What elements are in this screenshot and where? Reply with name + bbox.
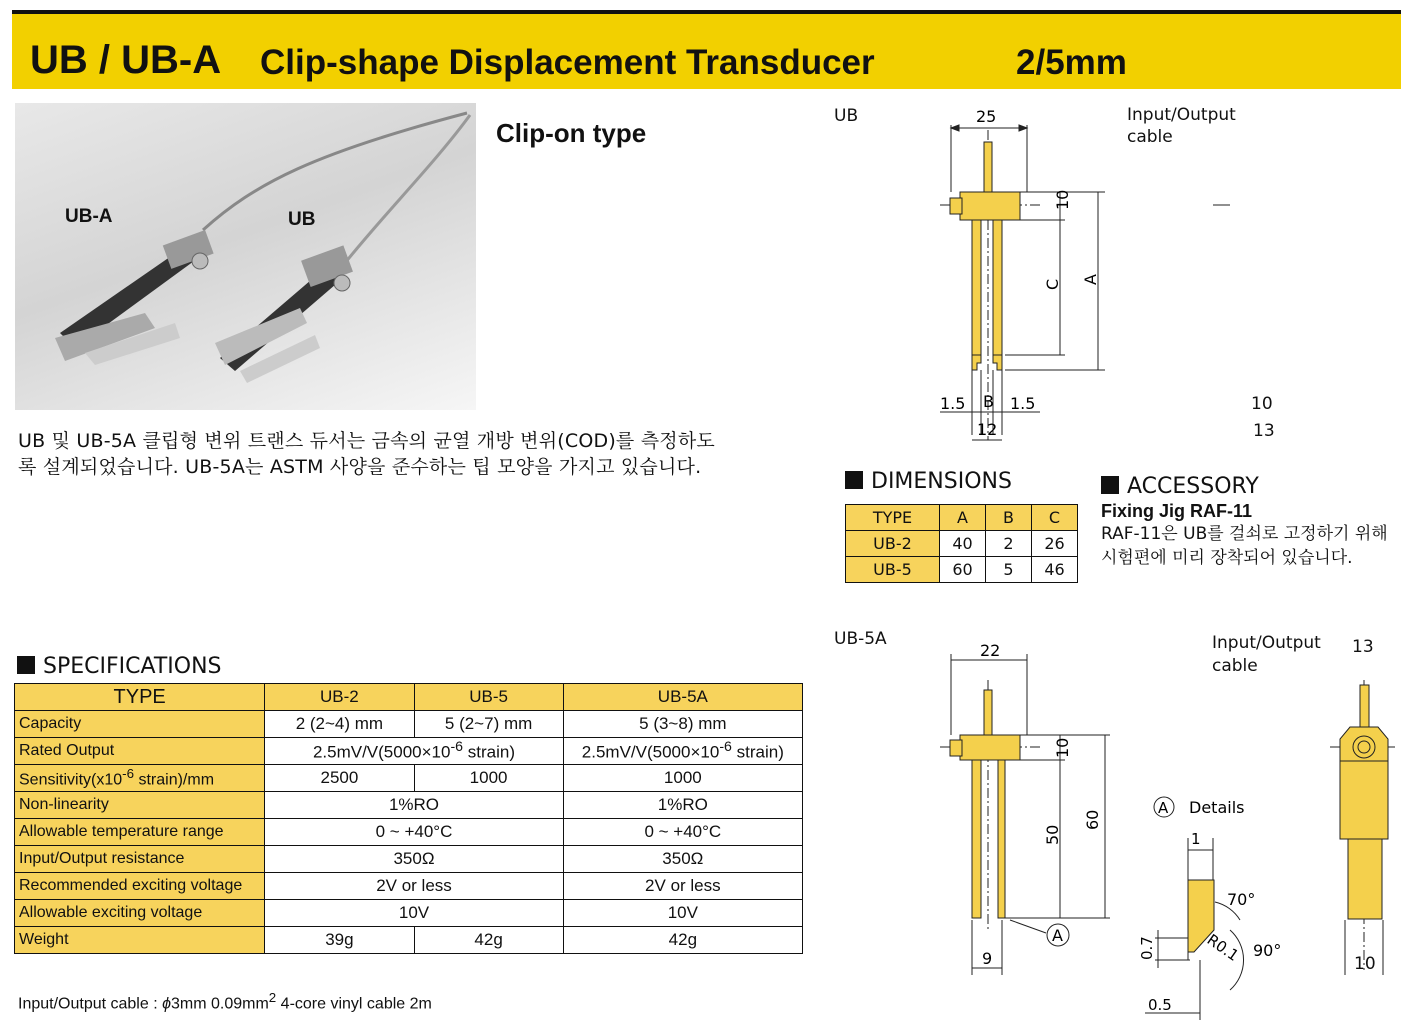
table-cell: 5 (3~8) mm bbox=[563, 711, 802, 738]
title-banner bbox=[12, 10, 1401, 89]
table-cell: 10V bbox=[563, 900, 802, 927]
photo-label-ub-a: UB-A bbox=[65, 206, 113, 227]
row-label: Input/Output resistance bbox=[15, 846, 265, 873]
description: UB 및 UB-5A 클립형 변위 트랜스 듀서는 금속의 균열 개방 변위(COD)를 측정하도록 설계되었습니다. UB-5A는 ASTM 사양을 준수하는 팁 모양을 가지고 있습니다. bbox=[18, 430, 715, 478]
dim-ub-25: 25 bbox=[976, 107, 997, 126]
header-ub2: UB-2 bbox=[265, 684, 414, 711]
dimensions-table bbox=[845, 504, 1078, 583]
table-cell: 0 ~ +40°C bbox=[265, 819, 563, 846]
cell-text: strain)/mm bbox=[134, 771, 215, 789]
row-label: Allowable exciting voltage bbox=[15, 900, 265, 927]
table-row bbox=[15, 819, 803, 846]
accessory-heading-text: ACCESSORY bbox=[1127, 474, 1259, 499]
dim-ub5a-10: 10 bbox=[1053, 737, 1072, 758]
range-title: 2/5mm bbox=[1016, 43, 1127, 82]
row-label: UB-2 bbox=[846, 531, 940, 557]
cable-note bbox=[18, 990, 432, 1013]
dim-ub-side-10: 10 bbox=[1251, 394, 1273, 414]
cell-text: strain) bbox=[463, 742, 516, 762]
table-cell: 1%RO bbox=[563, 792, 802, 819]
ub-front-drawing bbox=[900, 100, 1230, 450]
square-bullet-icon bbox=[1101, 476, 1119, 494]
table-cell: 2V or less bbox=[563, 873, 802, 900]
table-cell: 46 bbox=[1032, 557, 1078, 583]
table-cell: 26 bbox=[1032, 531, 1078, 557]
table-cell: 2 (2~4) mm bbox=[265, 711, 414, 738]
table-cell: 10V bbox=[265, 900, 563, 927]
table-cell: 0 ~ +40°C bbox=[563, 819, 802, 846]
dim-ub5a-9: 9 bbox=[982, 949, 993, 968]
table-header-row bbox=[15, 684, 803, 711]
dim-ub-b: B bbox=[983, 392, 994, 411]
accessory-section bbox=[1101, 474, 1406, 570]
table-cell bbox=[265, 738, 563, 765]
table-cell: 2 bbox=[986, 531, 1032, 557]
square-bullet-icon bbox=[17, 656, 35, 674]
clip-type-heading: Clip-on type bbox=[496, 118, 647, 148]
row-label bbox=[15, 765, 265, 792]
product-photo-drawing bbox=[15, 103, 476, 410]
cable-note-prefix: Input/Output cable : bbox=[18, 995, 163, 1013]
photo-label-ub: UB bbox=[288, 209, 316, 230]
cell-sup: -6 bbox=[450, 739, 464, 756]
square-bullet-icon bbox=[845, 471, 863, 489]
dimensions-heading bbox=[845, 469, 1012, 494]
accessory-heading bbox=[1101, 474, 1406, 499]
marker-a: A bbox=[1052, 926, 1063, 945]
angle-90: 90° bbox=[1253, 941, 1282, 960]
drawing-ub5a-title: UB-5A bbox=[834, 629, 887, 649]
table-cell: 350Ω bbox=[563, 846, 802, 873]
ub-cable-label-line1: Input/Output bbox=[1127, 105, 1236, 125]
product-photo bbox=[15, 103, 476, 410]
dim-ub5a-side-10: 10 bbox=[1354, 954, 1376, 974]
ub5a-cable-label-line2: cable bbox=[1212, 656, 1258, 676]
table-cell: 2V or less bbox=[265, 873, 563, 900]
ub5a-cable-label bbox=[1212, 632, 1321, 678]
dim-ub5a-50: 50 bbox=[1043, 824, 1062, 845]
table-row bbox=[15, 927, 803, 954]
ub-cable-label bbox=[1127, 104, 1236, 148]
table-row bbox=[15, 873, 803, 900]
table-row bbox=[15, 711, 803, 738]
table-row bbox=[15, 900, 803, 927]
dim-detail-1: 1 bbox=[1191, 830, 1201, 848]
row-label: Weight bbox=[15, 927, 265, 954]
table-row bbox=[15, 765, 803, 792]
specifications-heading bbox=[17, 654, 222, 679]
table-cell: 39g bbox=[265, 927, 414, 954]
table-cell: 350Ω bbox=[265, 846, 563, 873]
dimensions-heading-text: DIMENSIONS bbox=[871, 469, 1012, 494]
specifications-table bbox=[14, 683, 803, 954]
cell-text: 2.5mV/V(5000×10 bbox=[581, 742, 720, 762]
table-cell: 42g bbox=[414, 927, 563, 954]
dim-ub-15-left: 1.5 bbox=[940, 394, 966, 413]
cell-text: 2.5mV/V(5000×10 bbox=[312, 742, 451, 762]
dim-detail-05: 0.5 bbox=[1148, 996, 1172, 1014]
cable-note-sup: 2 bbox=[268, 990, 277, 1005]
dim-ub-12: 12 bbox=[977, 420, 998, 439]
accessory-subtitle: Fixing Jig RAF-11 bbox=[1101, 501, 1253, 521]
dim-ub-a: A bbox=[1081, 274, 1100, 285]
table-cell: 2500 bbox=[265, 765, 414, 792]
accessory-text: RAF-11은 UB를 걸쇠로 고정하기 위해 시험편에 미리 장착되어 있습니다. bbox=[1101, 524, 1388, 568]
details-label: Details bbox=[1189, 798, 1245, 817]
table-row bbox=[15, 846, 803, 873]
table-cell: 1%RO bbox=[265, 792, 563, 819]
ub-a-device bbox=[55, 230, 214, 365]
dim-ub-10: 10 bbox=[1053, 189, 1072, 210]
row-label: Allowable temperature range bbox=[15, 819, 265, 846]
row-label: Capacity bbox=[15, 711, 265, 738]
dim-ub-15-right: 1.5 bbox=[1010, 394, 1036, 413]
table-cell: 5 (2~7) mm bbox=[414, 711, 563, 738]
table-cell bbox=[563, 738, 802, 765]
header-type: TYPE bbox=[846, 505, 940, 531]
header-b: B bbox=[986, 505, 1032, 531]
table-row bbox=[846, 557, 1078, 583]
table-cell: 42g bbox=[563, 927, 802, 954]
row-label: UB-5 bbox=[846, 557, 940, 583]
table-header-row bbox=[846, 505, 1078, 531]
product-title: Clip-shape Displacement Transducer bbox=[260, 43, 875, 82]
radius-r01: R0.1 bbox=[1203, 930, 1243, 965]
cell-sup: -6 bbox=[719, 739, 732, 756]
header-a: A bbox=[940, 505, 986, 531]
table-cell: 1000 bbox=[414, 765, 563, 792]
table-cell: 60 bbox=[940, 557, 986, 583]
details-marker: A bbox=[1158, 799, 1169, 817]
cable-note-tail: 4-core vinyl cable 2m bbox=[276, 995, 432, 1013]
dim-ub-side-13: 13 bbox=[1253, 421, 1275, 441]
table-cell: 5 bbox=[986, 557, 1032, 583]
ub-device bbox=[215, 245, 353, 383]
dim-ub-c: C bbox=[1043, 278, 1062, 290]
table-row bbox=[846, 531, 1078, 557]
cable-note-mid: 3mm 0.09mm bbox=[171, 995, 269, 1013]
table-cell: 40 bbox=[940, 531, 986, 557]
dim-ub5a-22: 22 bbox=[980, 641, 1001, 660]
drawing-ub-title: UB bbox=[834, 106, 859, 126]
cell-text: strain) bbox=[731, 742, 784, 762]
ub-cable-label-line2: cable bbox=[1127, 127, 1173, 147]
table-cell: 1000 bbox=[563, 765, 802, 792]
ub5a-front-drawing bbox=[900, 630, 1400, 1025]
angle-70: 70° bbox=[1227, 890, 1256, 909]
header-ub5a: UB-5A bbox=[563, 684, 802, 711]
header-type: TYPE bbox=[15, 684, 265, 711]
dim-ub5a-60: 60 bbox=[1083, 809, 1102, 830]
row-label: Rated Output bbox=[15, 738, 265, 765]
header-c: C bbox=[1032, 505, 1078, 531]
model-title: UB / UB-A bbox=[30, 38, 222, 82]
table-row bbox=[15, 738, 803, 765]
dim-detail-07: 0.7 bbox=[1138, 936, 1156, 960]
table-row bbox=[15, 792, 803, 819]
specifications-heading-text: SPECIFICATIONS bbox=[43, 654, 222, 679]
cell-text: Sensitivity(x10 bbox=[19, 771, 123, 789]
row-label: Non-linearity bbox=[15, 792, 265, 819]
dim-ub5a-side-13: 13 bbox=[1352, 637, 1374, 657]
cell-sup: -6 bbox=[122, 766, 135, 782]
phi-symbol: ϕ bbox=[162, 995, 171, 1013]
header-ub5: UB-5 bbox=[414, 684, 563, 711]
ub5a-cable-label-line1: Input/Output bbox=[1212, 633, 1321, 653]
row-label: Recommended exciting voltage bbox=[15, 873, 265, 900]
